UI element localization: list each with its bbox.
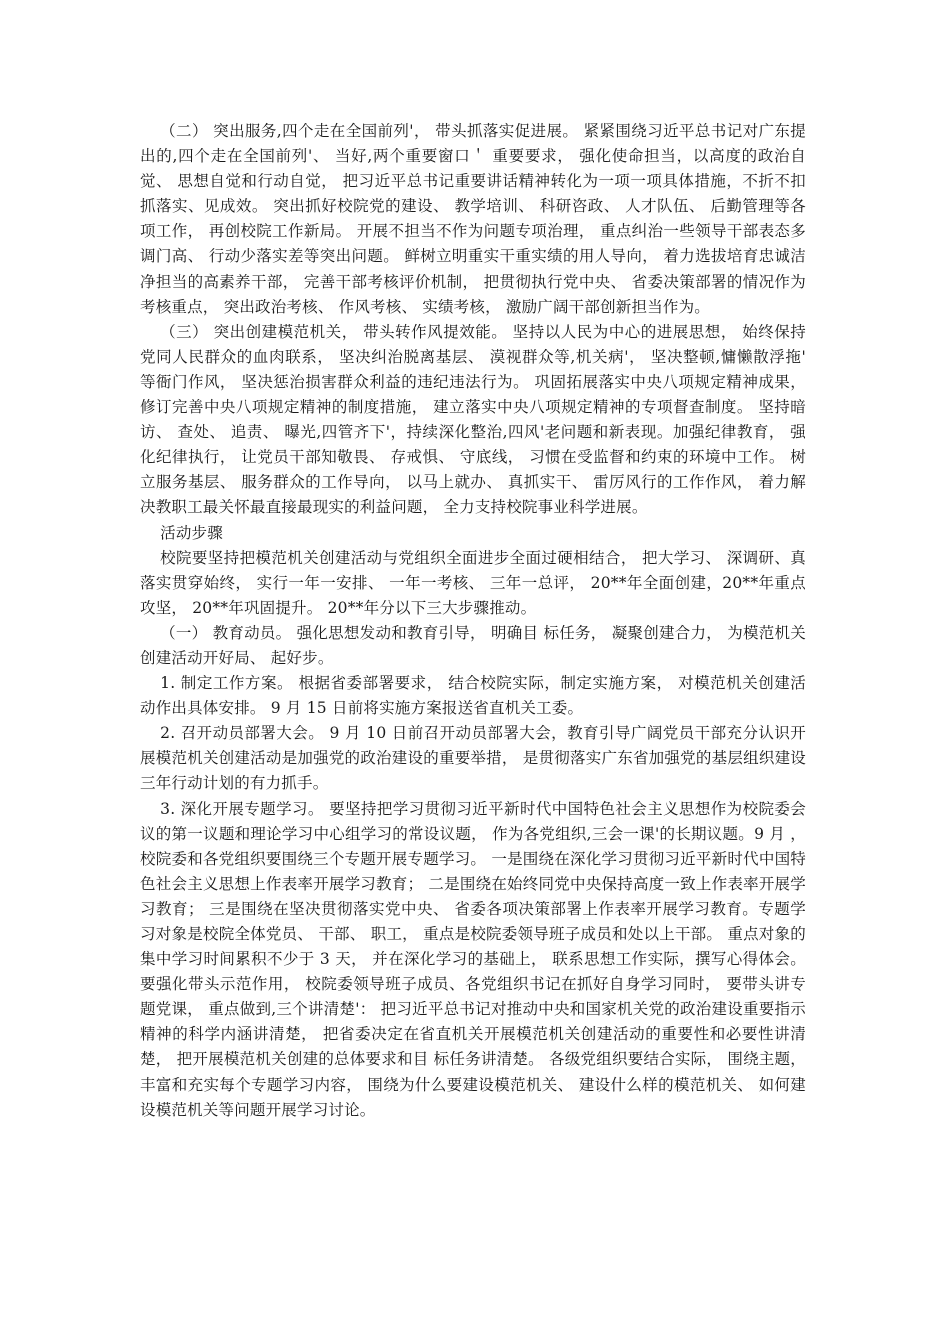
paragraph-step-1-education: （一） 教育动员。 强化思想发动和教育引导， 明确目 标任务， 凝聚创建合力， 为模范机关创建活动开好局、 起好步。 <box>140 623 806 667</box>
heading-activity-steps: 活动步骤 <box>160 523 223 542</box>
document-page <box>140 119 806 1123</box>
paragraph-item-2-mobilization: 2. 召开动员部署大会。 9 月 10 日前召开动员部署大会，教育引导广阔党员干部充分认识开展模范机关创建活动是加强党的政治建设的重要举措， 是贯彻落实广东省加强党的基层组织建设三年行动计划的有力抓手。 <box>140 724 806 793</box>
paragraph-section-2-service: （二） 突出服务,四个走在全国前列'， 带头抓落实促进展。 紧紧围绕习近平总书记对广东提出的,四个走在全国前列'、 当好,两个重要窗口＇ 重要要求， 强化使命担当，以高度的政治自觉、 思想自觉和行动自觉， 把习近平总书记重要讲话精神转化为一项一项具体措施，不折不扣抓落实、见成效。 突出抓好校院党的建设、 教学培训、 科研咨政、 人才队伍、 后勤管理等各项工作， 再创校院工作新局。 开展不担当不作为问题专项治理， 重点纠治一些领导干部表态多调门高、 行动少落实差等突出问题。 鲜树立明重实干重实绩的用人导向， 着力选拔培育忠诚洁净担当的高素养干部， 完善干部考核评价机制， 把贯彻执行党中央、 省委决策部署的情况作为考核重点， 突出政治考核、 作风考核、 实绩考核， 激励广阔干部创新担当作为。 <box>140 122 806 316</box>
paragraph-section-3-model-organ: （三） 突出创建模范机关， 带头转作风提效能。 坚持以人民为中心的进展思想， 始终保持党同人民群众的血肉联系， 坚决纠治脱离基层、 漠视群众等,机关病'， 坚决整顿,慵懒散浮拖' 等衙门作风， 坚决惩治损害群众利益的违纪违法行为。 巩固拓展落实中央八项规定精神成果， 修订完善中央八项规定精神的制度措施， 建立落实中央八项规定精神的专项督查制度。 坚持暗访、 查处、 追责、 曝光,四管齐下'，持续深化整治,四风'老问题和新表现。加强纪律教育， 强化纪律执行， 让党员干部知敬畏、 存戒惧、 守底线， 习惯在受监督和约束的环境中工作。 树立服务基层、 服务群众的工作导向， 以马上就办、 真抓实干、 雷厉风行的工作作风， 着力解决教职工最关怀最直接最现实的利益问题， 全力支持校院事业科学进展。 <box>140 322 806 517</box>
paragraph-activity-overview: 校院要坚持把模范机关创建活动与党组织全面进步全面过硬相结合， 把大学习、 深调研、真落实贯穿始终， 实行一年一安排、 一年一考核、 三年一总评， 20**年全面创建，20**年重点攻坚， 20**年巩固提升。 20**年分以下三大步骤推动。 <box>140 548 806 617</box>
paragraph-item-3-study: 3. 深化开展专题学习。 要坚持把学习贯彻习近平新时代中国特色社会主义思想作为校院委会议的第一议题和理论学习中心组学习的常设议题， 作为各党组织,三会一课'的长期议题。9 月 ， 校院委和各党组织要围绕三个专题开展专题学习。 一是围绕在深化学习贯彻习近平新时代中国特色社会主义思想上作表率开展学习教育； 二是围绕在始终同党中央保持高度一致上作表率开展学习教育； 三是围绕在坚决贯彻落实党中央、 省委各项决策部署上作表率开展学习教育。专题学习对象是校院全体党员、 干部、 职工， 重点是校院委领导班子成员和处以上干部。 重点对象的集中学习时间累积不少于 3 天， 并在深化学习的基础上， 联系思想工作实际，撰写心得体会。 要强化带头示范作用， 校院委领导班子成员、各党组织书记在抓好自身学习同时， 要带头讲专题党课， 重点做到,三个讲清楚'： 把习近平总书记对推动中央和国家机关党的政治建设重要指示精神的科学内涵讲清楚， 把省委决定在省直机关开展模范机关创建活动的重要性和必要性讲清楚， 把开展模范机关创建的总体要求和目 标任务讲清楚。 各级党组织要结合实际， 围绕主题， 丰富和充实每个专题学习内容， 围绕为什么要建设模范机关、 建设什么样的模范机关、 如何建设模范机关等问题开展学习讨论。 <box>140 799 806 1119</box>
paragraph-item-1-work-plan: 1. 制定工作方案。 根据省委部署要求， 结合校院实际，制定实施方案， 对模范机关创建活动作出具体安排。 9 月 15 日前将实施方案报送省直机关工委。 <box>140 674 806 718</box>
